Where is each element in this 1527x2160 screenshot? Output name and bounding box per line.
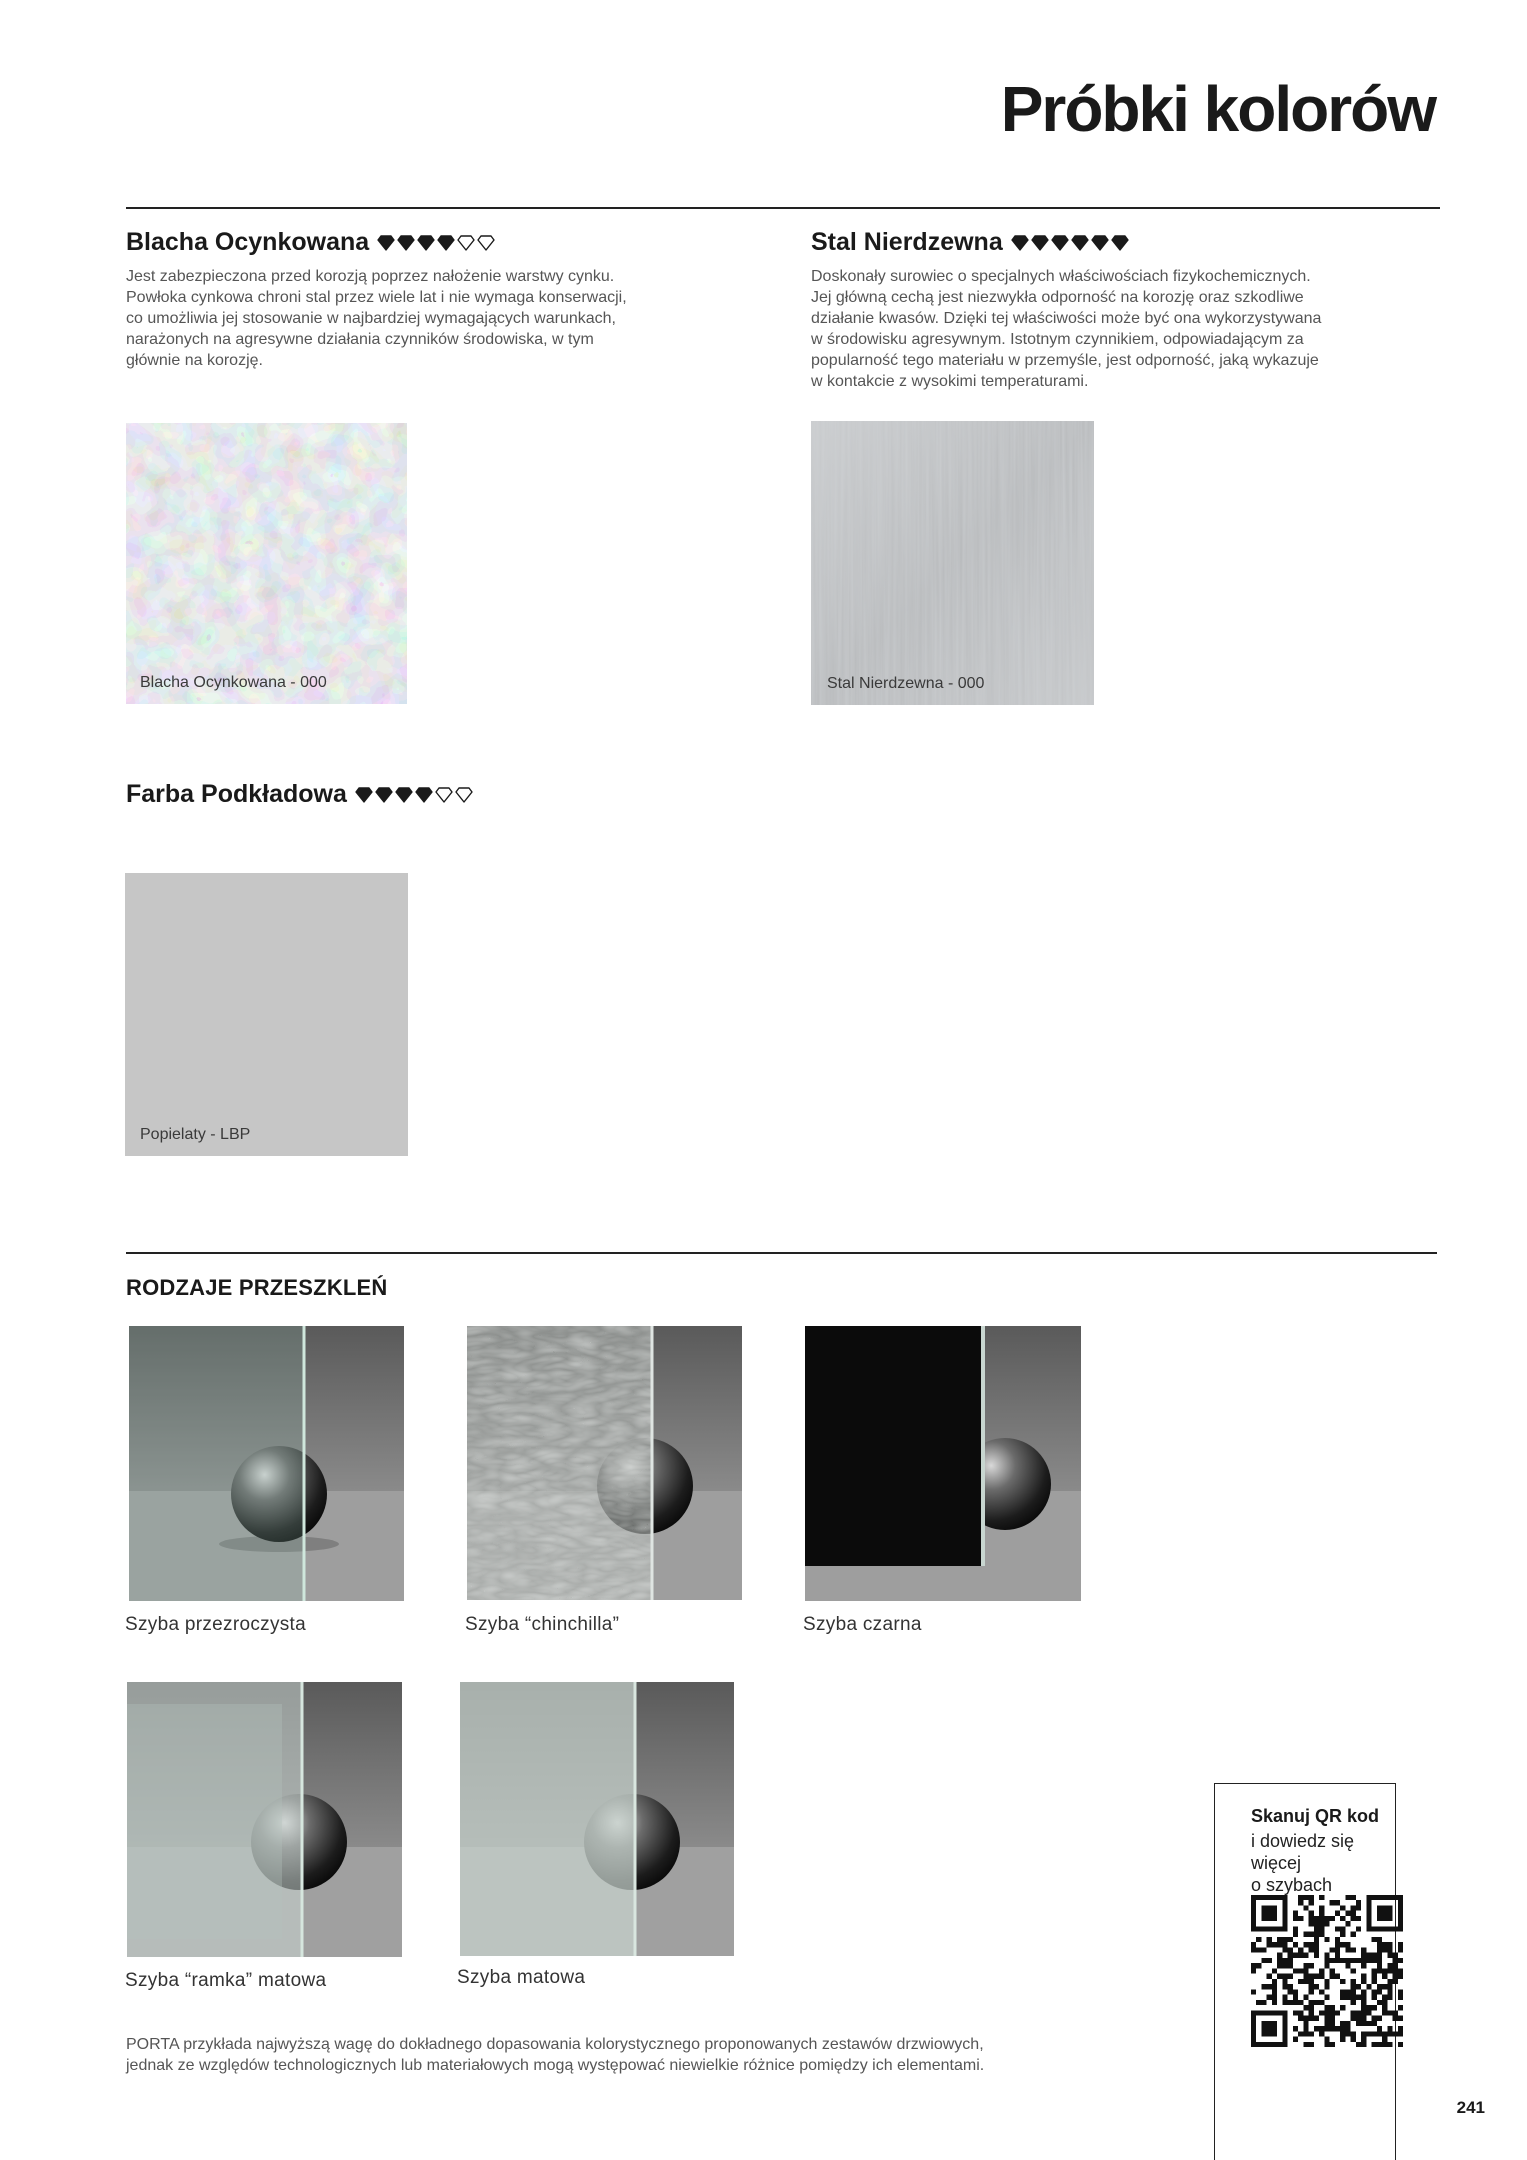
diamond-filled-icon — [417, 235, 435, 251]
desc-line: popularność tego materiału w przemyśle, jest odporność, jaką wykazuje — [811, 352, 1319, 369]
diamond-filled-icon — [1091, 235, 1109, 251]
diamond-filled-icon — [355, 787, 373, 803]
glass-photo-chinchilla — [467, 1326, 742, 1600]
diamond-filled-icon — [377, 235, 395, 251]
qr-text-line: o szybach — [1251, 1875, 1333, 1895]
galvanized-texture — [126, 423, 407, 704]
glass-caption: Szyba “ramka” matowa — [125, 1970, 327, 1991]
desc-line: działanie kwasów. Dzięki tej właściwości może być ona wykorzystywana — [811, 310, 1322, 327]
diamond-outline-icon — [477, 235, 495, 251]
section-title-primer — [126, 780, 473, 809]
swatch-stainless — [811, 421, 1094, 705]
diamond-filled-icon — [1051, 235, 1069, 251]
swatch-label: Blacha Ocynkowana - 000 — [140, 674, 327, 691]
desc-line: Doskonały surowiec o specjalnych właściwościach fizykochemicznych. — [811, 268, 1311, 285]
desc-line: co umożliwia jej stosowanie w najbardziej wymagających warunkach, — [126, 310, 616, 327]
qr-text-line: i dowiedz się więcej — [1251, 1831, 1355, 1873]
durability-rating — [355, 787, 473, 803]
swatch-label: Popielaty - LBP — [140, 1126, 251, 1143]
qr-code-icon — [1251, 1895, 1403, 2047]
desc-line: w kontakcie z wysokimi temperaturami. — [811, 373, 1089, 390]
glass-caption: Szyba przezroczysta — [125, 1614, 306, 1635]
desc-line: Powłoka cynkowa chroni stal przez wiele lat i nie wymaga konserwacji, — [126, 289, 627, 306]
diamond-filled-icon — [1031, 235, 1049, 251]
swatch-primer — [125, 873, 408, 1156]
glass-photo-black — [805, 1326, 1081, 1601]
glass-photo-matte — [460, 1682, 734, 1956]
diamond-filled-icon — [1071, 235, 1089, 251]
section-title-galvanized — [126, 228, 495, 257]
page-number: 241 — [1456, 2098, 1485, 2117]
durability-rating — [1011, 235, 1129, 251]
top-divider — [126, 207, 1440, 209]
desc-line: narażonych na agresywne działania czynników środowiska, w tym — [126, 331, 594, 348]
diamond-filled-icon — [1111, 235, 1129, 251]
desc-line: Jest zabezpieczona przed korozją poprzez nałożenie warstwy cynku. — [126, 268, 615, 285]
glazing-divider — [126, 1252, 1437, 1254]
diamond-filled-icon — [397, 235, 415, 251]
qr-code[interactable] — [1251, 1895, 1403, 2052]
footnote — [126, 2034, 1126, 2076]
durability-rating — [377, 235, 495, 251]
qr-callout — [1214, 1783, 1396, 2160]
glass-caption: Szyba “chinchilla” — [465, 1614, 620, 1635]
diamond-outline-icon — [457, 235, 475, 251]
desc-line: głównie na korozję. — [126, 352, 263, 369]
description-stainless — [811, 266, 1371, 392]
glass-photo-frame-matte — [127, 1682, 402, 1957]
section-title-text: Blacha Ocynkowana — [126, 228, 370, 256]
glass-caption: Szyba matowa — [457, 1967, 586, 1988]
diamond-filled-icon — [437, 235, 455, 251]
page-title: Próbki kolorów — [1000, 73, 1435, 145]
diamond-filled-icon — [415, 787, 433, 803]
brushed-steel-texture — [811, 421, 1094, 705]
footnote-line: PORTA przykłada najwyższą wagę do dokładnego dopasowania kolorystycznego proponowanych zestawów drzwiowych, — [126, 2036, 984, 2053]
diamond-filled-icon — [395, 787, 413, 803]
diamond-filled-icon — [375, 787, 393, 803]
desc-line: Jej główną cechą jest niezwykła odporność na korozję oraz szkodliwe — [811, 289, 1304, 306]
footnote-line: jednak ze względów technologicznych lub materiałowych mogą występować niewielkie różnice pomiędzy ich elementami. — [126, 2057, 985, 2074]
swatch-label: Stal Nierdzewna - 000 — [827, 675, 985, 692]
glass-photo-clear — [129, 1326, 404, 1601]
qr-text — [1251, 1830, 1395, 1896]
glass-caption: Szyba czarna — [803, 1614, 922, 1635]
diamond-outline-icon — [455, 787, 473, 803]
swatch-galvanized — [126, 423, 407, 704]
description-galvanized — [126, 266, 656, 371]
section-title-text: Stal Nierdzewna — [811, 228, 1003, 256]
diamond-filled-icon — [1011, 235, 1029, 251]
desc-line: w środowisku agresywnym. Istotnym czynnikiem, odpowiadającym za — [811, 331, 1304, 348]
diamond-outline-icon — [435, 787, 453, 803]
glazing-heading: RODZAJE PRZESZKLEŃ — [126, 1275, 388, 1300]
section-title-text: Farba Podkładowa — [126, 780, 347, 808]
qr-title: Skanuj QR kod — [1251, 1806, 1380, 1826]
section-title-stainless — [811, 228, 1129, 257]
